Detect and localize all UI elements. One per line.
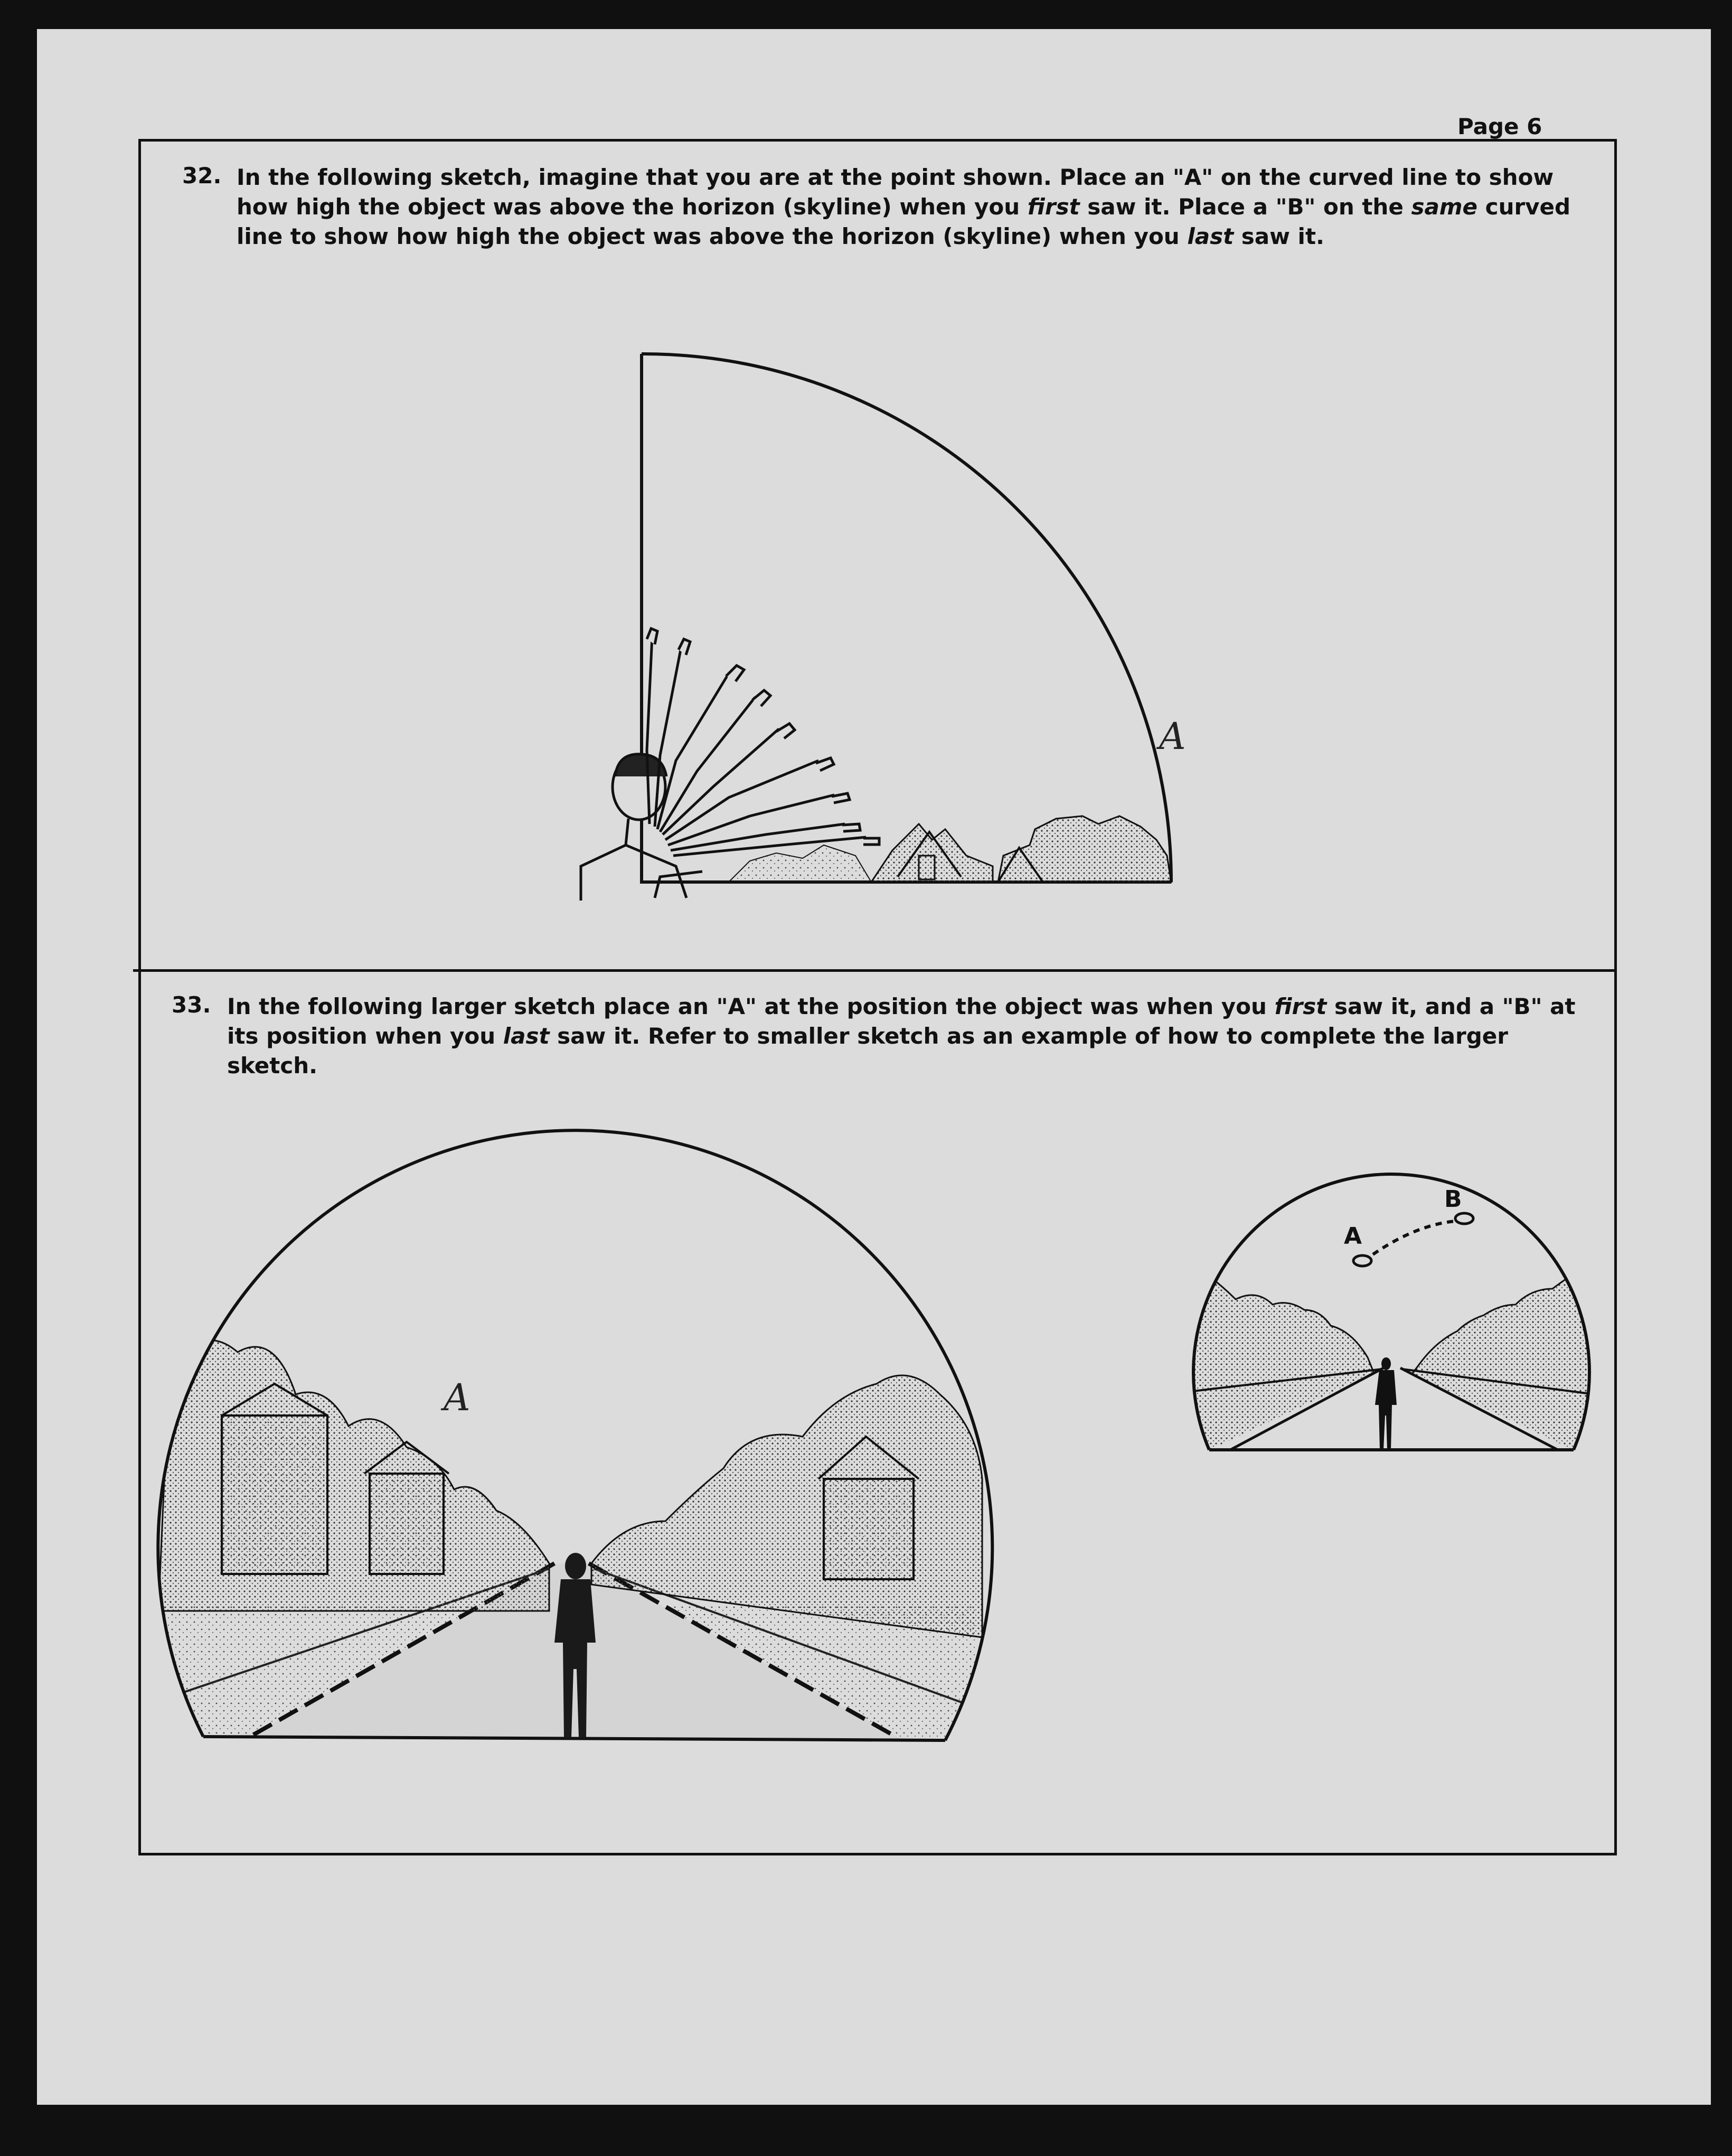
q32-emphasis-last: last — [1187, 223, 1234, 249]
q33-emphasis-last: last — [503, 1023, 550, 1049]
q33-handwritten-a: A — [444, 1376, 470, 1419]
q32-skyline — [729, 816, 1171, 882]
q32-handwritten-a: A — [1159, 715, 1186, 758]
q33-text-part: saw it, and a "B" at its position when you — [227, 993, 1576, 1049]
example-label-b: B — [1444, 1186, 1462, 1213]
q33-example-sketch — [1183, 1174, 1600, 1458]
q32-quarter-circle-sketch — [581, 354, 1186, 901]
q33-emphasis-first: first — [1274, 993, 1327, 1019]
example-label-a: A — [1344, 1223, 1362, 1250]
q32-text-part: curved line to show how high the object was above the horizon (skyline) when you — [237, 194, 1571, 249]
q33-text-part: saw it. Refer to smaller sketch as an example of how to complete the larger sketch. — [227, 1023, 1508, 1079]
q32-text-part: In the following sketch, imagine that you are at the point shown. Place an "A" on the curved line to show how high the object was above the horizon (skyline) when you — [237, 164, 1554, 220]
q32-emphasis-first: first — [1027, 194, 1080, 220]
page-number: Page 6 — [1457, 114, 1542, 139]
question-33-number: 33. — [172, 992, 211, 1018]
q33-large-sketch — [158, 1130, 992, 1754]
question-32-number: 32. — [182, 163, 222, 189]
q33-text-part: In the following larger sketch place an "A" at the position the object was when you — [227, 993, 1275, 1019]
q32-text-part: saw it. Place a "B" on the — [1079, 194, 1411, 220]
q32-emphasis-same: same — [1411, 194, 1478, 220]
q32-text-part: saw it. — [1234, 223, 1324, 249]
